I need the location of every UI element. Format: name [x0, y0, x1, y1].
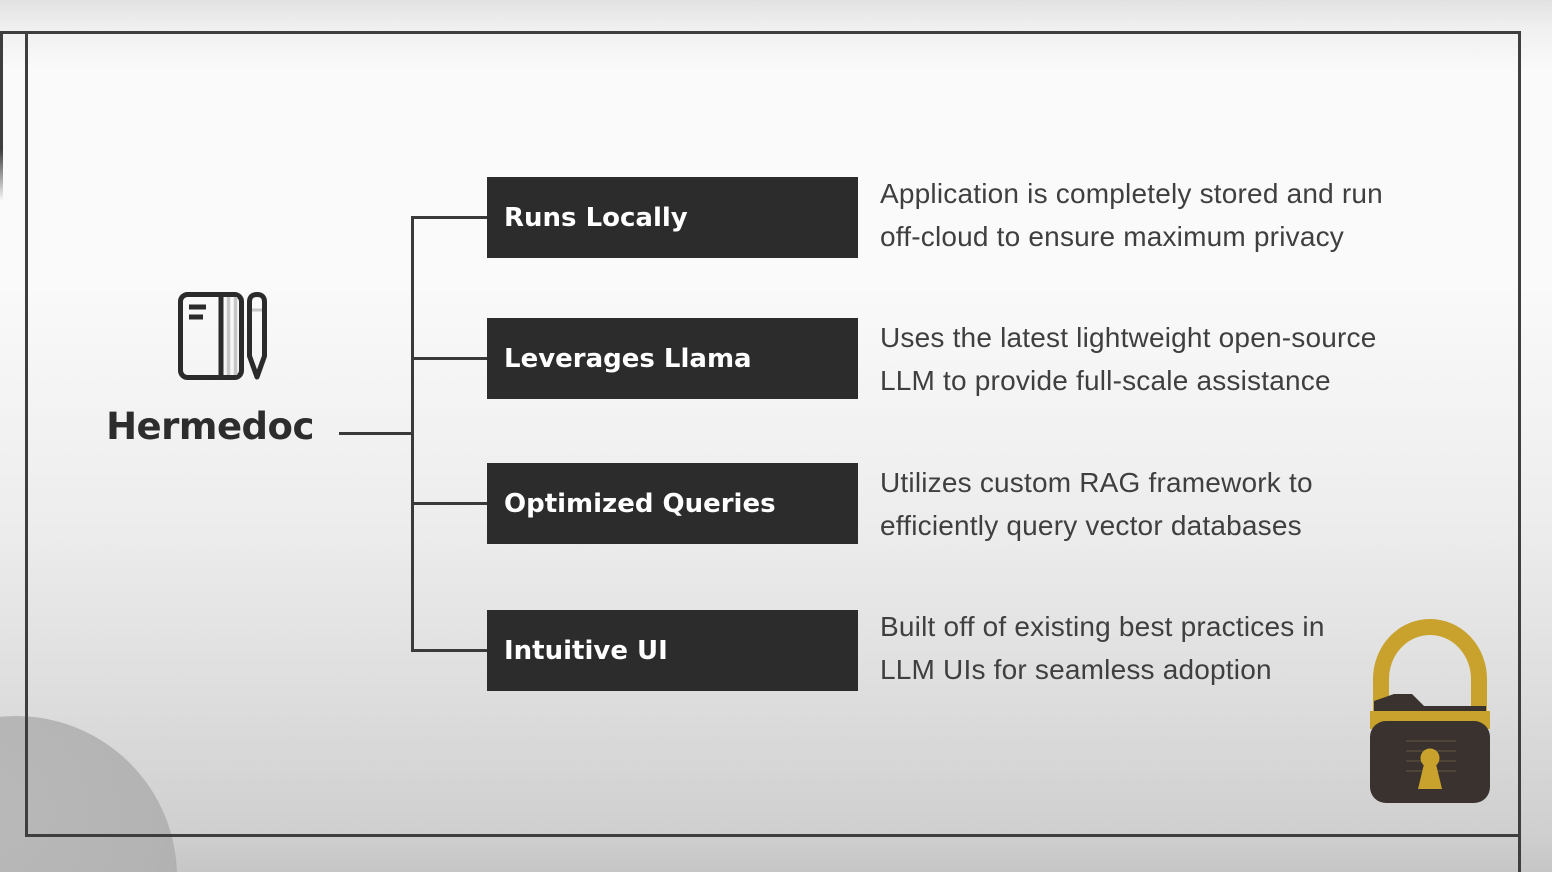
padlock-icon: [1368, 617, 1492, 807]
feature-description: Uses the latest lightweight open-source LLM to provide full-scale assistance: [880, 322, 1377, 396]
feature-description: Application is completely stored and run off-cloud to ensure maximum privacy: [880, 178, 1383, 252]
feature-description: Built off of existing best practices in LLM UIs for seamless adoption: [880, 611, 1325, 685]
outer-left-line: [0, 31, 3, 201]
root-title: Hermedoc: [106, 405, 314, 448]
branch-line: [411, 357, 487, 360]
feature-label: Leverages Llama: [504, 343, 752, 374]
frame-bottom-border: [25, 834, 1521, 837]
branch-line: [411, 502, 487, 505]
branch-line: [411, 216, 487, 219]
frame-top-border: [0, 31, 1521, 34]
feature-box-intuitive-ui: [487, 610, 858, 691]
feature-box-optimized-queries: [487, 463, 858, 544]
branch-line: [411, 649, 487, 652]
frame-left-border: [25, 31, 28, 837]
feature-label: Optimized Queries: [504, 488, 776, 519]
feature-description: Utilizes custom RAG framework to efficiently query vector databases: [880, 467, 1313, 541]
tree-trunk-line: [411, 216, 414, 652]
feature-box-runs-locally: [487, 177, 858, 258]
root-connector-line: [339, 432, 414, 435]
feature-box-leverages-llama: [487, 318, 858, 399]
frame-right-border: [1518, 31, 1521, 872]
notebook-pen-icon: [176, 290, 270, 382]
feature-label: Runs Locally: [504, 202, 688, 233]
feature-label: Intuitive UI: [504, 635, 668, 666]
